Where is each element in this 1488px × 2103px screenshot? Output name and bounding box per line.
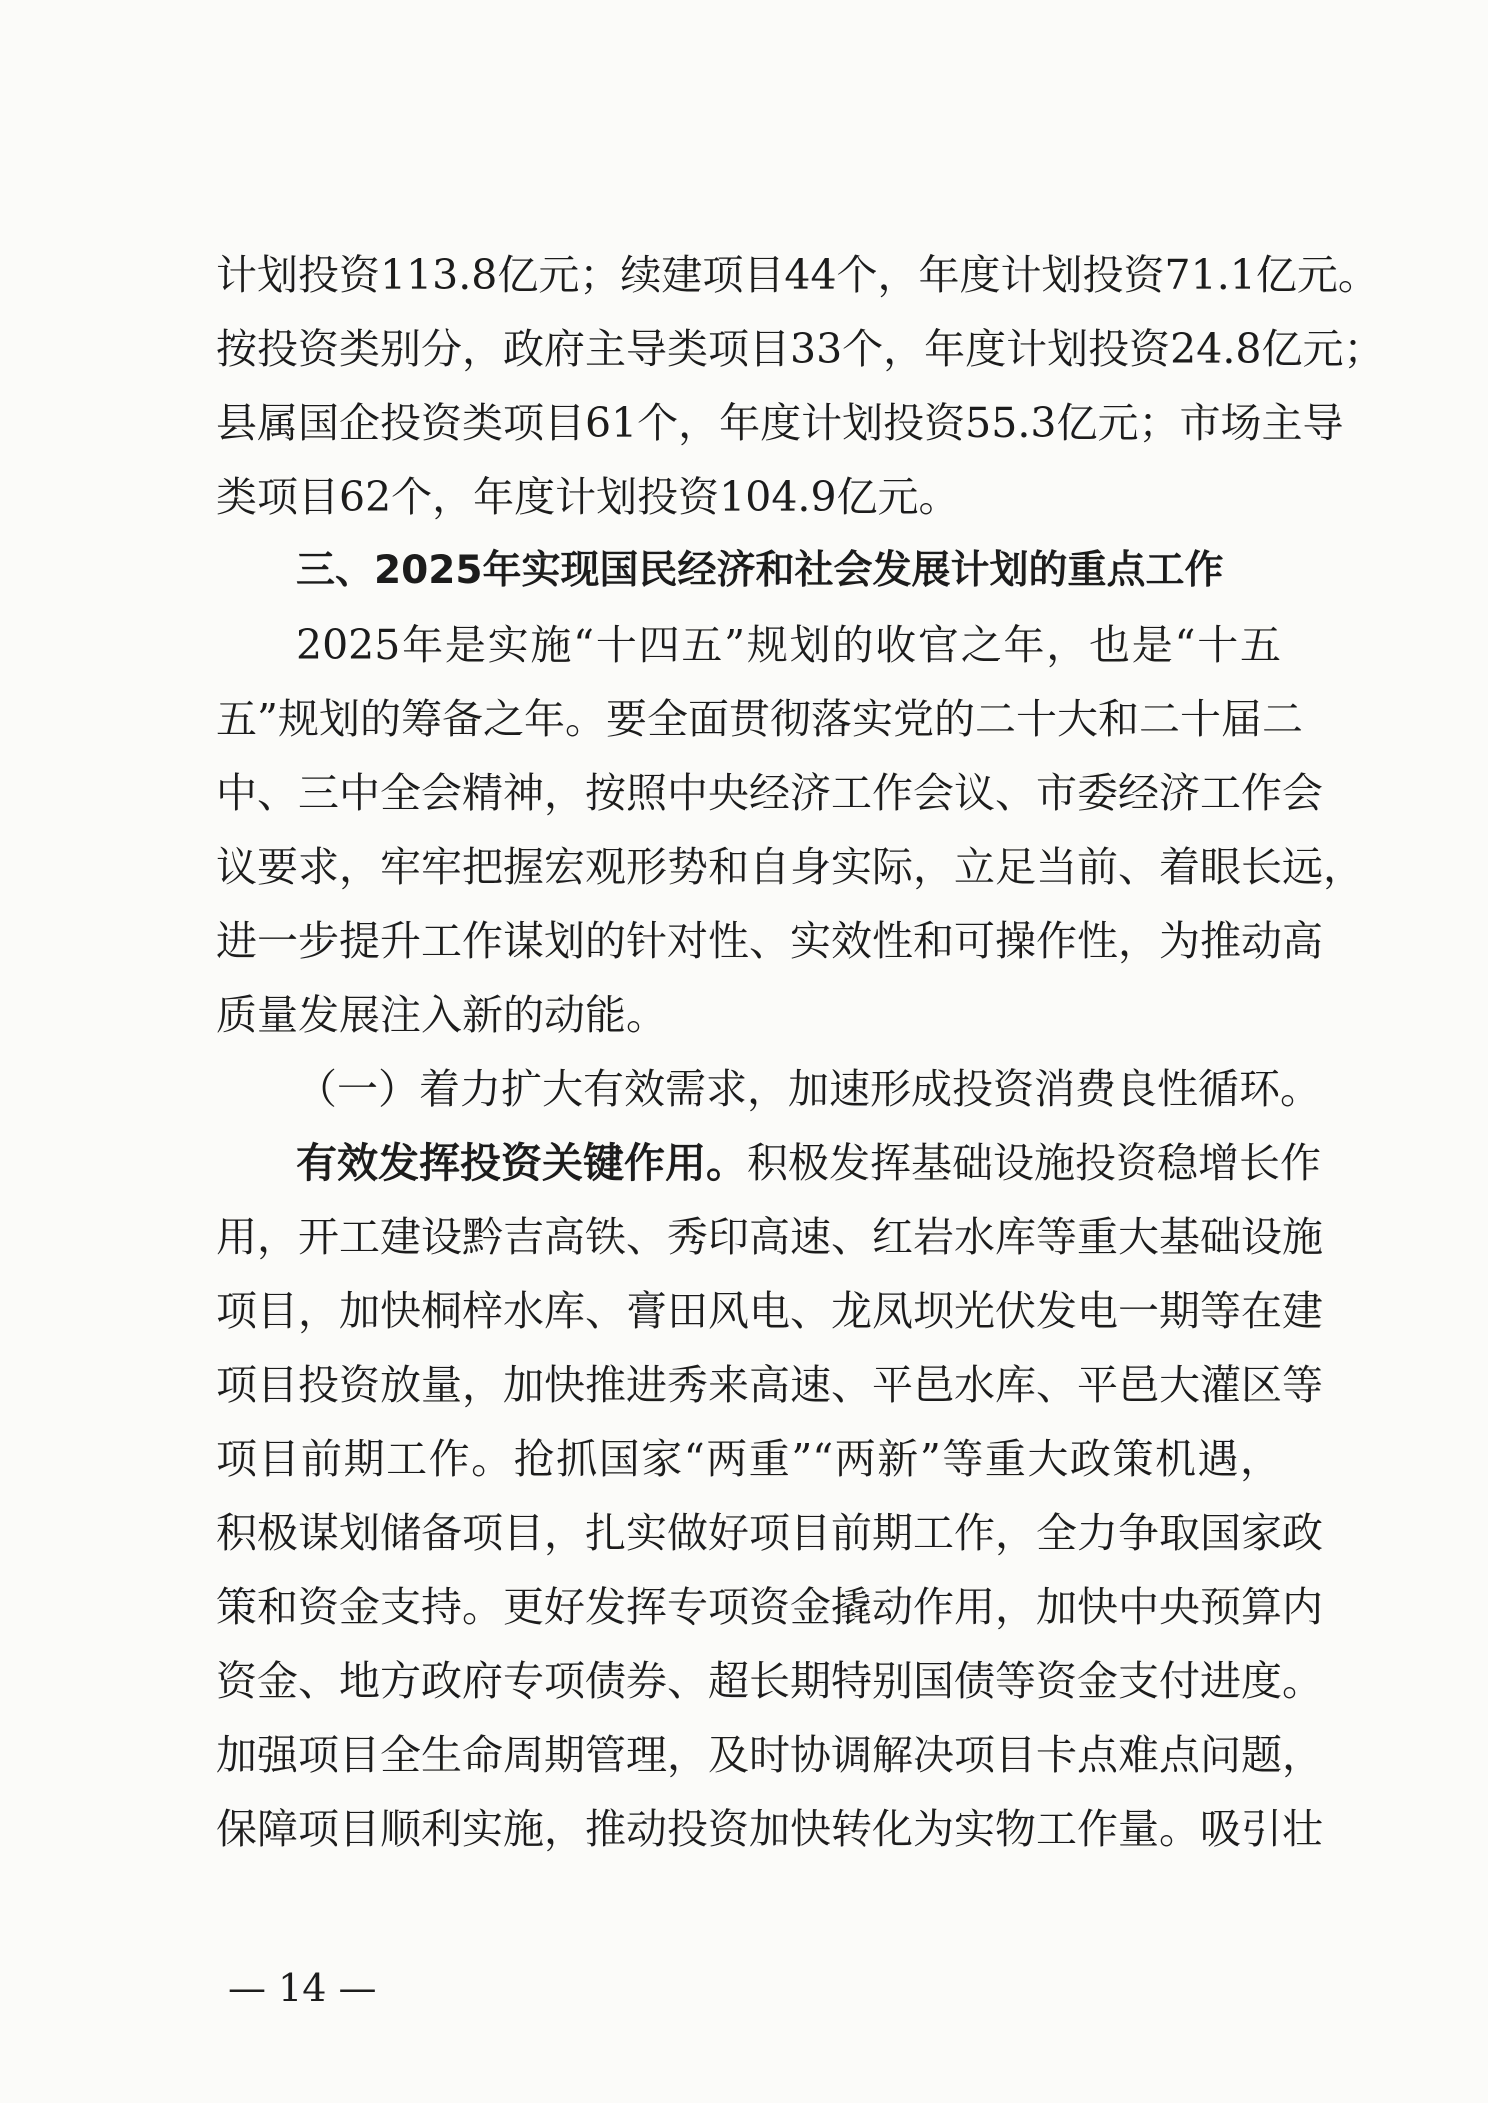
page-number: — 14 — bbox=[228, 1966, 377, 2010]
text-line: 2025年是实施“十四五”规划的收官之年，也是“十五 bbox=[296, 621, 1281, 669]
text-line: 资金、地方政府专项债券、超长期特别国债等资金支付进度。 bbox=[216, 1657, 1323, 1705]
section-heading: 三、2025年实现国民经济和社会发展计划的重点工作 bbox=[296, 548, 1224, 593]
text-line: 项目，加快桐梓水库、膏田风电、龙凤坝光伏发电一期等在建 bbox=[216, 1287, 1323, 1335]
text-line: 县属国企投资类项目61个，年度计划投资55.3亿元；市场主导 bbox=[216, 399, 1344, 447]
text-line: 项目前期工作。抢抓国家“两重”“两新”等重大政策机遇， bbox=[216, 1435, 1281, 1483]
text-line: 用，开工建设黔吉高铁、秀印高速、红岩水库等重大基础设施 bbox=[216, 1213, 1323, 1261]
text-line: 中、三中全会精神，按照中央经济工作会议、市委经济工作会 bbox=[216, 769, 1323, 817]
text-line: 类项目62个，年度计划投资104.9亿元。 bbox=[216, 473, 960, 521]
text-line: 积极谋划储备项目，扎实做好项目前期工作，全力争取国家政 bbox=[216, 1509, 1323, 1557]
document-body bbox=[216, 238, 1385, 1866]
text-line: 加强项目全生命周期管理，及时协调解决项目卡点难点问题， bbox=[216, 1731, 1323, 1779]
text-line: 保障项目顺利实施，推动投资加快转化为实物工作量。吸引壮 bbox=[216, 1805, 1323, 1853]
text-line: 五”规划的筹备之年。要全面贯彻落实党的二十大和二十届二 bbox=[216, 695, 1303, 743]
text-line bbox=[216, 1126, 1321, 1200]
text-line: 议要求，牢牢把握宏观形势和自身实际，立足当前、着眼长远， bbox=[216, 843, 1364, 891]
text-line: 项目投资放量，加快推进秀来高速、平邑水库、平邑大灌区等 bbox=[216, 1361, 1323, 1409]
paragraph-lead: 有效发挥投资关键作用。 bbox=[296, 1139, 747, 1187]
paragraph-lead-rest: 积极发挥基础设施投资稳增长作 bbox=[747, 1139, 1321, 1187]
text-line: 进一步提升工作谋划的针对性、实效性和可操作性，为推动高 bbox=[216, 917, 1323, 965]
subsection-heading: （一）着力扩大有效需求，加速形成投资消费良性循环。 bbox=[296, 1065, 1321, 1113]
text-line: 策和资金支持。更好发挥专项资金撬动作用，加快中央预算内 bbox=[216, 1583, 1323, 1631]
text-line: 按投资类别分，政府主导类项目33个，年度计划投资24.8亿元； bbox=[216, 325, 1385, 373]
text-line: 计划投资113.8亿元；续建项目44个，年度计划投资71.1亿元。 bbox=[216, 251, 1379, 299]
text-line: 质量发展注入新的动能。 bbox=[216, 991, 667, 1039]
